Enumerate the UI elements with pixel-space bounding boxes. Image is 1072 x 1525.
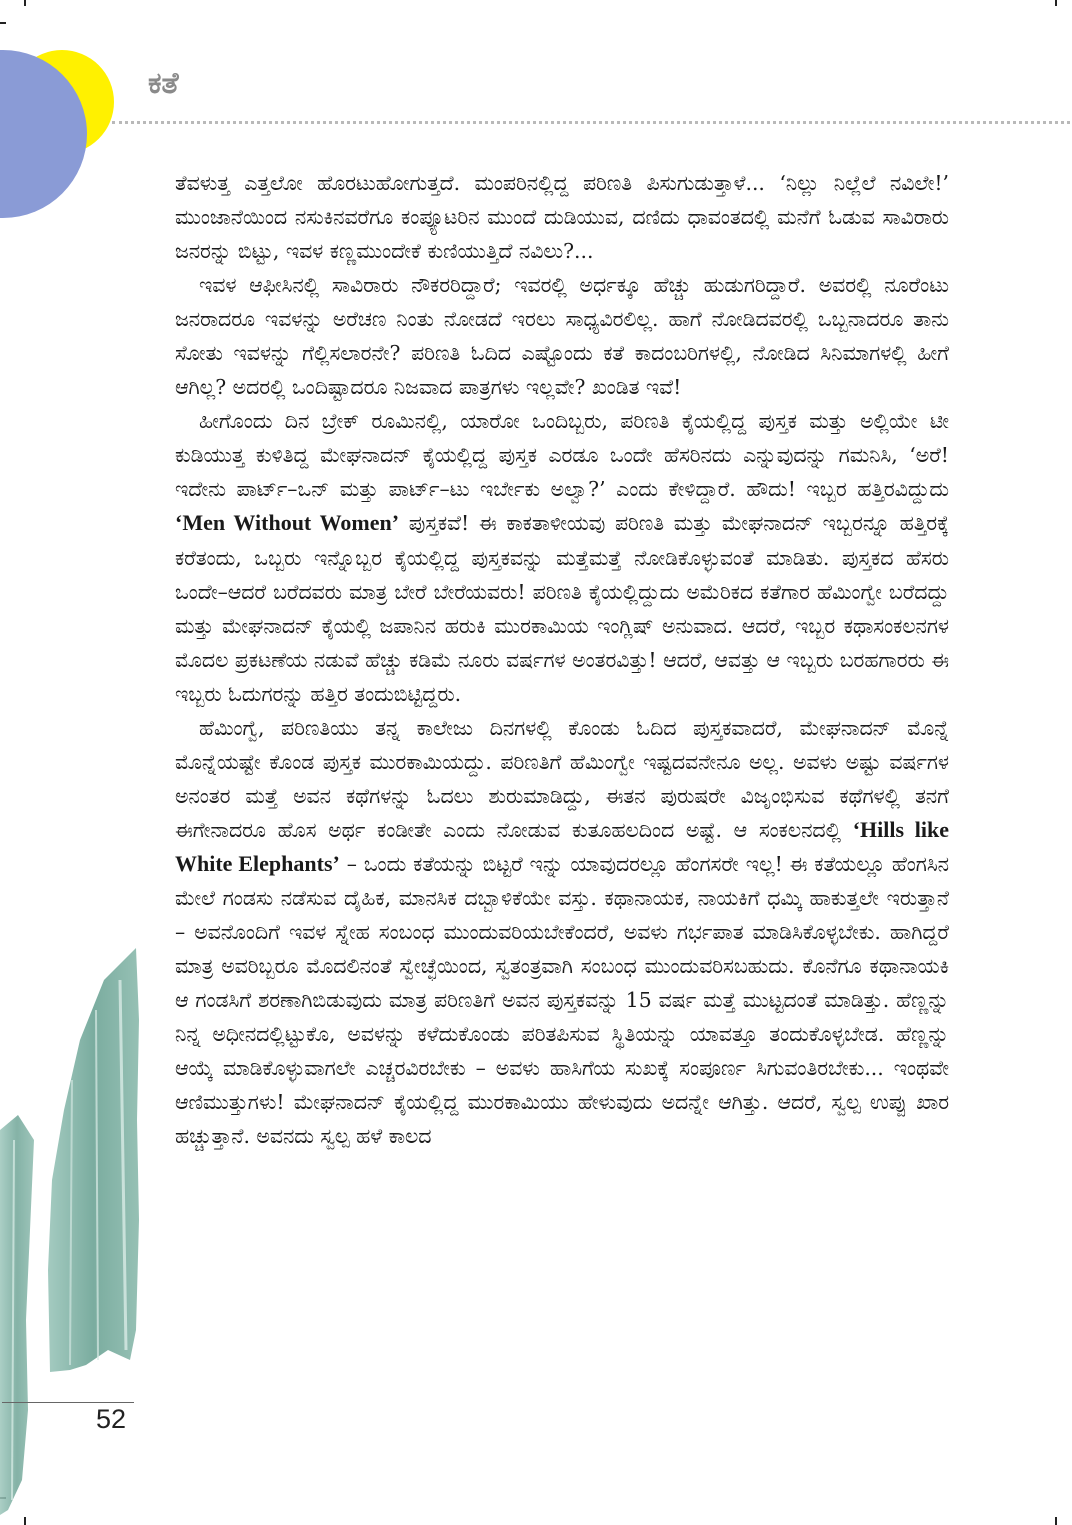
paragraph <box>175 711 949 1154</box>
paragraph-text: ತೆವಳುತ್ತ ಎತ್ತಲೋ ಹೊರಟುಹೋಗುತ್ತದೆ. ಮಂಪರಿನಲ್ಲಿದ್ದ ಪರಿಣತಿ ಪಿಸುಗುಡುತ್ತಾಳೆ... ‘ನಿಲ್ಲು ನಿಲ್ಲೆಲೆ ನವಿಲೇ!’ ಮುಂಜಾನೆಯಿಂದ ನಸುಕಿನವರೆಗೂ ಕಂಪ್ಯೂಟರಿನ ಮುಂದೆ ದುಡಿಯುವ, ದಣಿದು ಧಾವಂತದಲ್ಲಿ ಮನೆಗೆ ಓಡುವ ಸಾವಿರಾರು ಜನರನ್ನು ಬಿಟ್ಟು, ಇವಳ ಕಣ್ಣಮುಂದೇಕೆ ಕುಣಿಯುತ್ತಿದೆ ನವಿಲು?... <box>175 171 949 264</box>
paragraph <box>175 166 949 268</box>
section-title: ಕತೆ <box>148 66 179 101</box>
paragraph <box>175 268 949 404</box>
story-body <box>175 166 949 1153</box>
paragraph <box>175 404 949 710</box>
page-number: 52 <box>96 1404 127 1434</box>
paragraph-text: ಹೀಗೊಂದು ದಿನ ಬ್ರೇಕ್ ರೂಮಿನಲ್ಲಿ, ಯಾರೋ ಒಂದಿಬ್ಬರು, ಪರಿಣತಿ ಕೈಯಲ್ಲಿದ್ದ ಪುಸ್ತಕ ಮತ್ತು ಅಲ್ಲಿಯೇ ಟೀ ಕುಡಿಯುತ್ತ ಕುಳಿತಿದ್ದ ಮೇಘನಾದನ್ ಕೈಯಲ್ಲಿದ್ದ ಪುಸ್ತಕ ಎರಡೂ ಒಂದೇ ಹೆಸರಿನದು ಎನ್ನುವುದನ್ನು ಗಮನಿಸಿ, ‘ಅರೆ! ಇದೇನು ಪಾರ್ಟ್–ಒನ್ ಮತ್ತು ಪಾರ್ಟ್–ಟು ಇರ್ಬೇಕು ಅಲ್ವಾ?’ ಎಂದು ಕೇಳಿದ್ದಾರೆ. ಹೌದು! ಇಬ್ಬರ ಹತ್ತಿರವಿದ್ದುದು <box>175 409 949 502</box>
paragraph-text: ಹೆಮಿಂಗ್ವೆ, ಪರಿಣತಿಯು ತನ್ನ ಕಾಲೇಜು ದಿನಗಳಲ್ಲಿ ಕೊಂಡು ಓದಿದ ಪುಸ್ತಕವಾದರೆ, ಮೇಘನಾದನ್ ಮೊನ್ನೆ ಮೊನ್ನೆಯಷ್ಟೇ ಕೊಂಡ ಪುಸ್ತಕ ಮುರಕಾಮಿಯದ್ದು. ಪರಿಣತಿಗೆ ಹೆಮಿಂಗ್ವೇ ಇಷ್ಟದವನೇನೂ ಅಲ್ಲ. ಅವಳು ಅಷ್ಟು ವರ್ಷಗಳ ಅನಂತರ ಮತ್ತೆ ಅವನ ಕಥೆಗಳನ್ನು ಓದಲು ಶುರುಮಾಡಿದ್ದು, ಈತನ ಪುರುಷರೇ ವಿಜೃಂಭಿಸುವ ಕಥೆಗಳಲ್ಲಿ ತನಗೆ ಈಗೇನಾದರೂ ಹೊಸ ಅರ್ಥ ಕಂಡೀತೇ ಎಂದು ನೋಡುವ ಕುತೂಹಲದಿಂದ ಅಷ್ಟೆ. ಆ ಸಂಕಲನದಲ್ಲಿ <box>175 715 949 842</box>
crop-mark-top-left <box>24 0 26 6</box>
decorative-circles-graphic <box>0 48 120 258</box>
crop-mark-top-right <box>1055 0 1057 6</box>
crop-mark-left-top <box>0 22 6 24</box>
dotted-header-rule <box>112 121 1070 124</box>
book-title-text: ‘Hills like White Elephants’ <box>175 816 950 876</box>
crop-mark-bottom-right <box>1055 1517 1057 1525</box>
brush-stroke-left <box>0 1115 34 1515</box>
page-number-rule <box>2 1402 134 1403</box>
paragraph-text: – ಒಂದು ಕತೆಯನ್ನು ಬಿಟ್ಟರೆ ಇನ್ನು ಯಾವುದರಲ್ಲೂ ಹೆಂಗಸರೇ ಇಲ್ಲ! ಈ ಕತೆಯಲ್ಲೂ ಹೆಂಗಸಿನ ಮೇಲೆ ಗಂಡಸು ನಡೆಸುವ ದೈಹಿಕ, ಮಾನಸಿಕ ದಬ್ಬಾಳಿಕೆಯೇ ವಸ್ತು. ಕಥಾನಾಯಕ, ನಾಯಕಿಗೆ ಧಮ್ಕಿ ಹಾಕುತ್ತಲೇ ಇರುತ್ತಾನೆ – ಅವನೊಂದಿಗೆ ಇವಳ ಸ್ನೇಹ ಸಂಬಂಧ ಮುಂದುವರಿಯಬೇಕೆಂದರೆ, ಅವಳು ಗರ್ಭಪಾತ ಮಾಡಿಸಿಕೊಳ್ಳಬೇಕು. ಹಾಗಿದ್ದರೆ ಮಾತ್ರ ಅವರಿಬ್ಬರೂ ಮೊದಲಿನಂತೆ ಸ್ವೇಚ್ಛೆಯಿಂದ, ಸ್ವತಂತ್ರವಾಗಿ ಸಂಬಂಧ ಮುಂದುವರಿಸಬಹುದು. ಕೊನೆಗೂ ಕಥಾನಾಯಕಿ ಆ ಗಂಡಸಿಗೆ ಶರಣಾಗಿಬಿಡುವುದು ಮಾತ್ರ ಪರಿಣತಿಗೆ ಅವನ ಪುಸ್ತಕವನ್ನು 15 ವರ್ಷ ಮತ್ತೆ ಮುಟ್ಟದಂತೆ ಮಾಡಿತ್ತು. ಹೆಣ್ಣನ್ನು ನಿನ್ನ ಅಧೀನದಲ್ಲಿಟ್ಟುಕೊ, ಅವಳನ್ನು ಕಳೆದುಕೊಂಡು ಪರಿತಪಿಸುವ ಸ್ಥಿತಿಯನ್ನು ಯಾವತ್ತೂ ತಂದುಕೊಳ್ಳಬೇಡ. ಹೆಣ್ಣನ್ನು ಆಯ್ಕೆ ಮಾಡಿಕೊಳ್ಳುವಾಗಲೇ ಎಚ್ಚರವಿರಬೇಕು – ಅವಳು ಹಾಸಿಗೆಯ ಸುಖಕ್ಕೆ ಸಂಪೂರ್ಣ ಸಿಗುವಂತಿರಬೇಕು... ಇಂಥವೇ ಆಣಿಮುತ್ತುಗಳು! ಮೇಘನಾದನ್ ಕೈಯಲ್ಲಿದ್ದ ಮುರಕಾಮಿಯು ಹೇಳುವುದು ಅದನ್ನೇ ಆಗಿತ್ತು. ಆದರೆ, ಸ್ವಲ್ಪ ಉಪ್ಪು ಖಾರ ಹಚ್ಚುತ್ತಾನೆ. ಅವನದು ಸ್ವಲ್ಪ ಹಳೆ ಕಾಲದ <box>175 851 949 1149</box>
book-title-text: ‘Men Without Women’ <box>175 510 400 536</box>
paragraph-text: ಪುಸ್ತಕವೆ! ಈ ಕಾಕತಾಳೀಯವು ಪರಿಣತಿ ಮತ್ತು ಮೇಘನಾದನ್ ಇಬ್ಬರನ್ನೂ ಹತ್ತಿರಕ್ಕೆ ಕರೆತಂದು, ಒಬ್ಬರು ಇನ್ನೊಬ್ಬರ ಕೈಯಲ್ಲಿದ್ದ ಪುಸ್ತಕವನ್ನು ಮತ್ತೆಮತ್ತೆ ನೋಡಿಕೊಳ್ಳುವಂತೆ ಮಾಡಿತು. ಪುಸ್ತಕದ ಹೆಸರು ಒಂದೇ–ಆದರೆ ಬರೆದವರು ಮಾತ್ರ ಬೇರೆ ಬೇರೆಯವರು! ಪರಿಣತಿ ಕೈಯಲ್ಲಿದ್ದುದು ಅಮೆರಿಕದ ಕತೆಗಾರ ಹೆಮಿಂಗ್ವೇ ಬರೆದದ್ದು ಮತ್ತು ಮೇಘನಾದನ್ ಕೈಯಲ್ಲಿ ಜಪಾನಿನ ಹರುಕಿ ಮುರಕಾಮಿಯ ಇಂಗ್ಲಿಷ್ ಅನುವಾದ. ಆದರೆ, ಇಬ್ಬರ ಕಥಾಸಂಕಲನಗಳ ಮೊದಲ ಪ್ರಕಟಣೆಯ ನಡುವೆ ಹೆಚ್ಚು ಕಡಿಮೆ ನೂರು ವರ್ಷಗಳ ಅಂತರವಿತ್ತು! ಆದರೆ, ಆವತ್ತು ಆ ಇಬ್ಬರು ಬರಹಗಾರರು ಈ ಇಬ್ಬರು ಓದುಗರನ್ನು ಹತ್ತಿರ ತಂದುಬಿಟ್ಟಿದ್ದರು. <box>175 511 950 706</box>
paragraph-text: ಇವಳ ಆಫೀಸಿನಲ್ಲಿ ಸಾವಿರಾರು ನೌಕರರಿದ್ದಾರೆ; ಇವರಲ್ಲಿ ಅರ್ಧಕ್ಕೂ ಹೆಚ್ಚು ಹುಡುಗರಿದ್ದಾರೆ. ಅವರಲ್ಲಿ ನೂರೆಂಟು ಜನರಾದರೂ ಇವಳನ್ನು ಅರೆಚಣ ನಿಂತು ನೋಡದೆ ಇರಲು ಸಾಧ್ಯವಿರಲಿಲ್ಲ. ಹಾಗೆ ನೋಡಿದವರಲ್ಲಿ ಒಬ್ಬನಾದರೂ ತಾನು ಸೋತು ಇವಳನ್ನು ಗೆಲ್ಲಿಸಲಾರನೇ? ಪರಿಣತಿ ಓದಿದ ಎಷ್ಟೊಂದು ಕತೆ ಕಾದಂಬರಿಗಳಲ್ಲಿ, ನೋಡಿದ ಸಿನಿಮಾಗಳಲ್ಲಿ ಹೀಗೆ ಆಗಿಲ್ಲ? ಅದರಲ್ಲಿ ಒಂದಿಷ್ಟಾದರೂ ನಿಜವಾದ ಪಾತ್ರಗಳು ಇಲ್ಲವೇ? ಖಂಡಿತ ಇವೆ! <box>175 273 949 400</box>
